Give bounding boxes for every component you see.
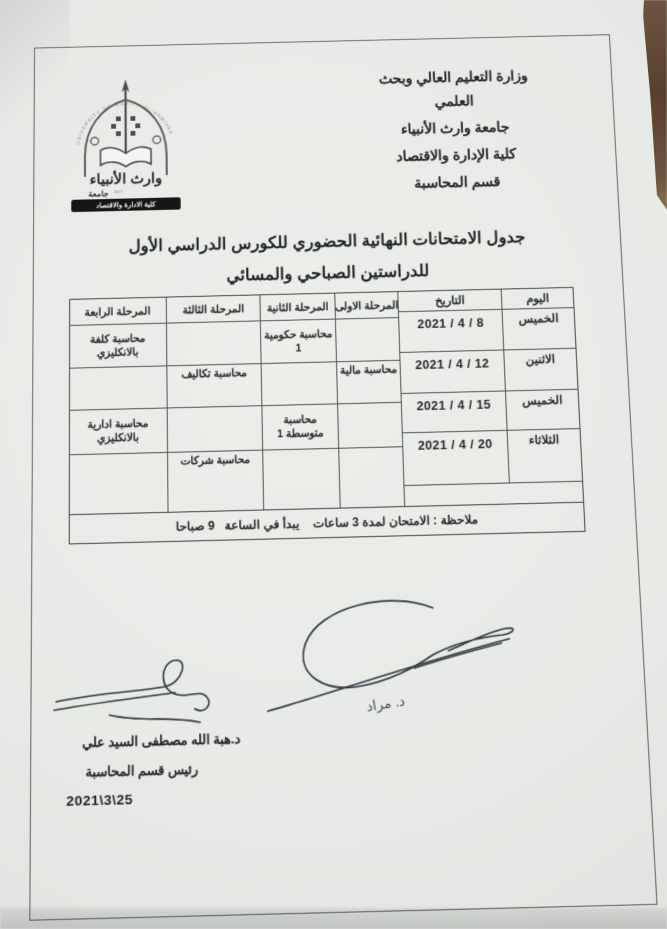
table-cell-subject: محاسبة مالية — [336, 361, 401, 405]
table-cell-subject: محاسبة تكاليف — [166, 364, 261, 408]
table-cell-subject: محاسبة شركات — [167, 451, 263, 512]
col-header-day: اليوم — [501, 288, 574, 310]
stage-columns — [69, 292, 404, 514]
col-header-date: التاريخ — [398, 290, 501, 313]
logo-calligraphy: وارث الأنبياء — [89, 171, 163, 189]
page-title — [34, 219, 623, 296]
table-cell-subject: محاسبة ادارية بالانكليزي — [69, 408, 167, 455]
table-cell-subject: محاسبة متوسطة 1 — [261, 404, 338, 450]
col-header-stage3: المرحلة الثالثة — [166, 295, 260, 323]
table-cell-date: 2021 / 4 / 15 — [402, 391, 507, 433]
logo-year: 2017 — [113, 189, 123, 195]
university-logo-icon — [61, 74, 190, 215]
document-sheet — [29, 34, 657, 921]
table-cell-date: 2021 / 4 / 8 — [399, 310, 503, 353]
table-cell-subject — [338, 447, 404, 507]
title-line1: جدول الامتحانات النهائية الحضوري للكورس الدراسي الأول — [128, 227, 526, 256]
table-cell-subject — [69, 453, 168, 514]
signature-head-of-department — [50, 646, 223, 729]
handwritten-name: د. مراد — [365, 692, 407, 715]
rosette-left-icon — [91, 137, 99, 145]
university-logo — [61, 74, 190, 215]
table-cell-subject — [262, 449, 340, 510]
rosette-right-icon — [153, 136, 161, 144]
table-cell-subject — [261, 362, 337, 406]
table-cell-subject: محاسبة كلفة بالانكليزي — [69, 324, 166, 369]
table-cell-day: الخميس — [505, 390, 580, 431]
col-header-stage2: المرحلة الثانية — [259, 294, 335, 322]
table-cell-subject — [337, 403, 402, 449]
title-line2: للدراستين الصباحي والمسائي — [226, 261, 430, 285]
signature-head-icon — [50, 646, 223, 729]
table-cell-day: الخميس — [502, 308, 576, 350]
ministry-line1: وزارة التعليم العالي وبحث — [378, 69, 528, 88]
day-date-columns — [397, 288, 583, 506]
col-header-stage1: المرحلة الاولى — [334, 292, 398, 320]
signed-date: 2021\3\25 — [66, 791, 134, 810]
signer-name: د.هبة الله مصطفى السيد علي — [82, 731, 241, 751]
table-cell-subject — [335, 318, 400, 362]
table-cell-subject: محاسبة حكومية 1 — [260, 320, 336, 365]
university-name: جامعة وارث الأنبياء — [400, 120, 510, 138]
college-name: كلية الإدارة والاقتصاد — [396, 147, 517, 165]
desk-edge-strip — [643, 0, 667, 210]
table-cell-day: الثلاثاء — [507, 429, 582, 483]
table-cell-date: 2021 / 4 / 12 — [400, 350, 505, 393]
logo-university-word: جامعة — [88, 189, 109, 199]
col-header-stage4: المرحلة الرابعة — [69, 298, 166, 326]
signer-title: رئيس قسم المحاسبة — [85, 762, 199, 780]
table-cell-subject — [167, 406, 262, 453]
logo-arc-text: UNIVERSITY OF WARITH AL-ANBIYAA — [75, 101, 174, 146]
table-cell-subject — [166, 321, 261, 366]
department-name: قسم المحاسبة — [413, 174, 501, 192]
table-cell-date: 2021 / 4 / 20 — [403, 431, 509, 486]
logo-banner-text: كلية الادارة والاقتصاد — [96, 201, 156, 211]
letterhead — [349, 64, 563, 198]
exam-table — [69, 287, 586, 545]
ministry-line2: العلمي — [434, 94, 475, 111]
signer-block — [54, 730, 270, 809]
exam-table-body — [70, 288, 583, 514]
exam-note: ملاحظة : الامتحان لمدة 3 ساعات يبدأ في الساعة 9 صباحا — [70, 502, 585, 544]
table-cell-subject — [69, 366, 167, 410]
table-cell-day: الاثنين — [503, 349, 577, 392]
